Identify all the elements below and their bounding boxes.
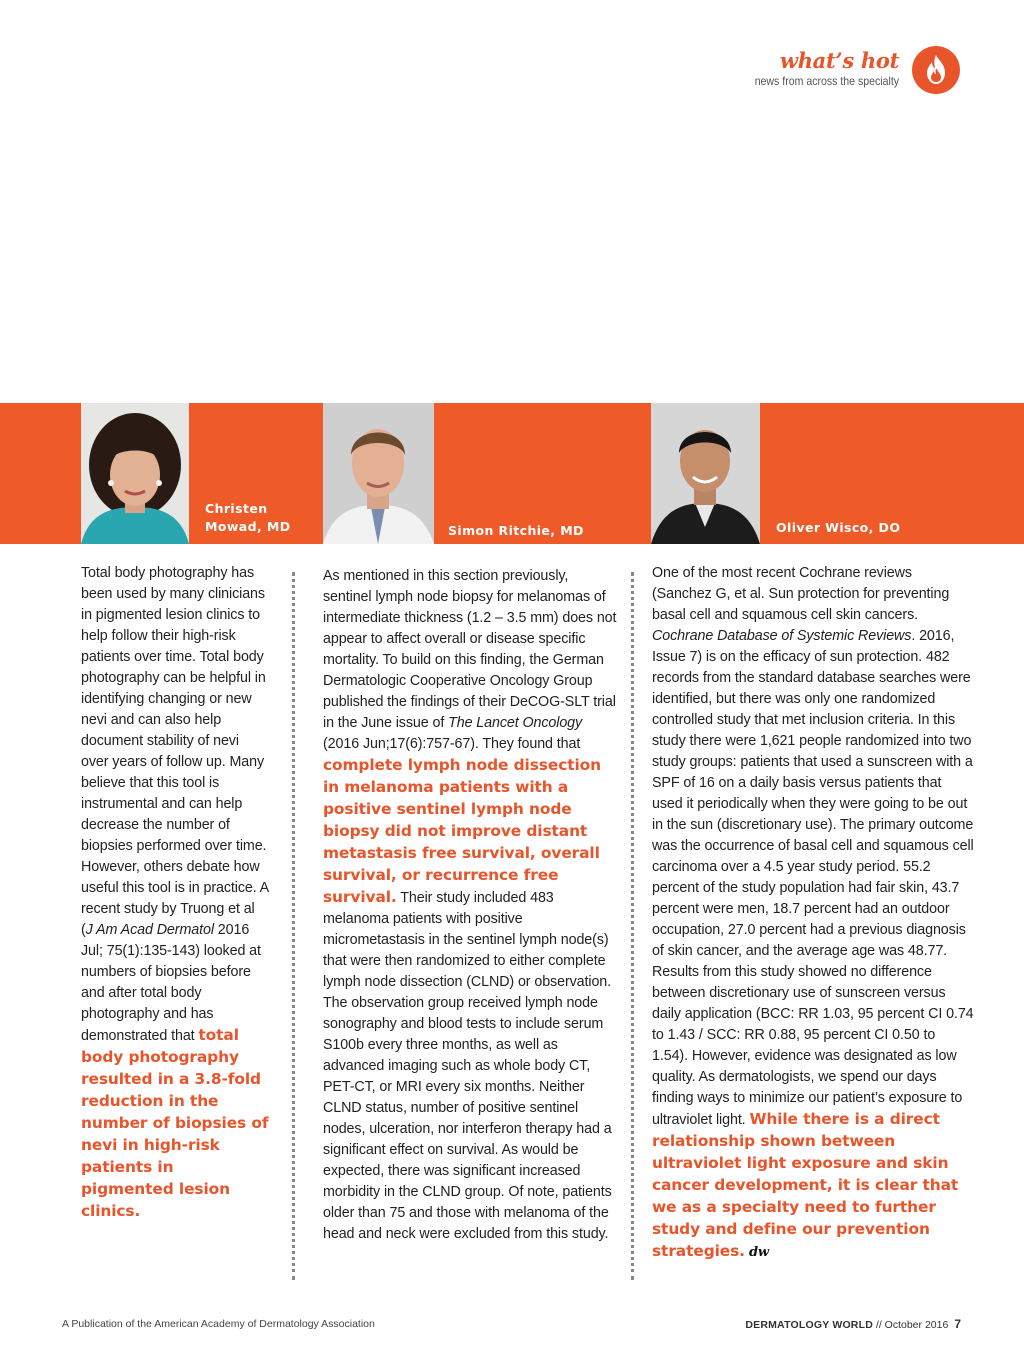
end-mark: dw <box>748 1245 770 1260</box>
body-text: Total body photography has been used by many clinicians in pigmented lesion clinics to help follow their high-risk patients over time. Total body photography can be helpful in identifying changing or new nevi and can also help document stability of nevi over years of follow up. Many believe that this tool is instrumental and can help decrease the number of biopsies performed over time. However, others debate how useful this tool is in practice. A recent study by Truong et al ( <box>81 565 269 938</box>
column-paragraph <box>323 566 619 1245</box>
author-name-mowad <box>205 500 290 536</box>
footer-publication: A Publication of the American Academy of Dermatology Association <box>62 1318 375 1330</box>
section-subtitle: news from across the specialty <box>754 74 899 88</box>
footer-separator: // <box>873 1319 885 1331</box>
column-ritchie <box>323 566 619 1245</box>
journal-title: J Am Acad Dermatol <box>85 922 214 938</box>
author-name-line2: Mowad, MD <box>205 519 291 534</box>
author-name-wisco: Oliver Wisco, DO <box>776 520 901 535</box>
body-text: Their study included 483 melanoma patients with positive micrometastasis in the sentinel lymph node(s) that were then randomized to either complete lymph node dissection (CLND) or observation. The observation group received lymph node sonography and blood tests to include serum S100b every three months, as well as advanced imaging such as whole body CT, PET-CT, or MRI every six months. Neither CLND status, number of positive sentinel nodes, ulceration, nor interferon therapy had a significant effect on survival. As would be expected, there was significant increased morbidity in the CLND group. Of note, patients older than 75 and those with melanoma of the head and neck were excluded from this study. <box>323 890 612 1242</box>
column-paragraph <box>652 563 974 1263</box>
author-photo-ritchie <box>323 403 434 544</box>
column-divider <box>631 572 634 1280</box>
column-divider <box>292 572 295 1280</box>
flame-icon <box>912 46 960 94</box>
section-title: what’s hot <box>779 48 899 73</box>
body-text: (2016 Jun;17(6):757-67). They found that <box>323 736 581 752</box>
journal-title: The Lancet Oncology <box>448 715 583 731</box>
column-wisco <box>652 563 974 1263</box>
column-paragraph <box>81 563 269 1223</box>
body-text: 2016 Jul; 75(1):135-143) looked at numbers of biopsies before and after total body photography and has demonstrated that <box>81 922 261 1044</box>
journal-title: Cochrane Database of Systemic Reviews <box>652 628 912 644</box>
highlight-text: While there is a direct relationship shown between ultraviolet light exposure and skin cancer development, it is clear that we as a specialty need to further study and define our prevention strategies. <box>652 1110 959 1260</box>
author-name-ritchie: Simon Ritchie, MD <box>448 523 584 538</box>
body-text: As mentioned in this section previously, sentinel lymph node biopsy for melanomas of intermediate thickness (1.2 – 3.5 mm) does not appear to affect overall or disease specific mortality. To build on this finding, the German Dermatologic Cooperative Oncology Group published the findings of their DeCOG-SLT trial in the June issue of <box>323 568 617 731</box>
body-text: . 2016, Issue 7) is on the efficacy of sun protection. 482 records from the standard database searches were identified, but there was only one randomized controlled study that met inclusion criteria. In this study there were 1,621 people randomized into two study groups: patients that used a sunscreen with a SPF of 16 on a daily basis versus patients that used it periodically when they were going to be out in the sun (discretionary use). The primary outcome was the occurrence of basal cell and squamous cell carcinoma over a 4.5 year study period. 55.2 percent of the study population had fair skin, 43.7 percent were men, 18.7 percent had an outdoor occupation, 27.0 percent had a previous diagnosis of skin cancer, and the average age was 48.77. Results from this study showed no difference between discretionary use of sunscreen versus daily application (BCC: RR 1.03, 95 percent CI 0.74 to 1.43 / SCC: RR 0.88, 95 percent CI 0.50 to 1.54). However, evidence was designated as low quality. As dermatologists, we spend our days finding ways to minimize our patient’s exposure to ultraviolet light. <box>652 628 974 1128</box>
highlight-text: complete lymph node dissection in melanoma patients with a positive sentinel lymph node biopsy did not improve distant metastasis free survival, overall survival, or recurrence free survival. <box>323 756 601 906</box>
column-mowad <box>81 563 269 1223</box>
author-photo-wisco <box>651 403 760 544</box>
page-number: 7 <box>954 1317 961 1331</box>
footer-magazine: DERMATOLOGY WORLD <box>745 1319 873 1331</box>
author-name-line1: Christen <box>205 501 268 516</box>
section-header <box>735 48 899 88</box>
author-photo-mowad <box>81 403 189 544</box>
footer-folio <box>745 1317 961 1331</box>
body-text: One of the most recent Cochrane reviews (Sanchez G, et al. Sun protection for preventing basal cell and squamous cell skin cancers. <box>652 565 950 623</box>
highlight-text: total body photography resulted in a 3.8-fold reduction in the number of biopsies of nevi in high-risk patients in pigmented lesion clinics. <box>81 1026 269 1220</box>
footer-date: October 2016 <box>884 1319 949 1331</box>
